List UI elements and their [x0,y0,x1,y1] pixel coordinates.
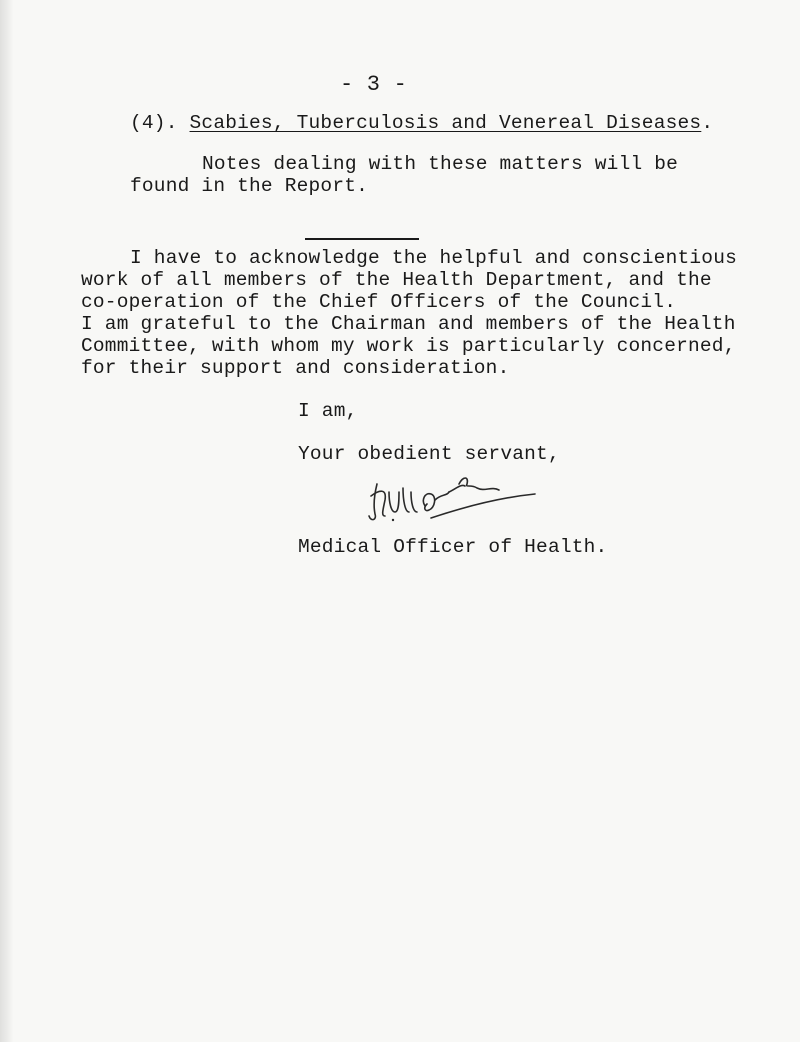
acknowledgement-line: I have to acknowledge the helpful and conscientious [130,247,737,269]
section-divider [305,238,419,240]
page-edge-shadow [0,0,14,1042]
closing-salutation: Your obedient servant, [298,443,560,465]
notes-line: found in the Report. [130,175,369,197]
notes-line: Notes dealing with these matters will be [202,153,679,175]
section-heading [130,112,713,134]
section-title: Scabies, Tuberculosis and Venereal Diseases [189,112,702,134]
acknowledgement-line: co-operation of the Chief Officers of the Council. [81,291,677,313]
page-number: - 3 - [340,72,408,97]
section-title-end: . [701,112,714,134]
closing-i-am: I am, [298,400,358,422]
acknowledgement-line: work of all members of the Health Department, and the [81,269,712,291]
handwritten-signature [365,470,565,530]
acknowledgement-line: I am grateful to the Chairman and members of the Health [81,313,736,335]
acknowledgement-line: for their support and consideration. [81,357,510,379]
closing-designation: Medical Officer of Health. [298,536,608,558]
section-number: (4). [130,112,178,134]
acknowledgement-line: Committee, with whom my work is particularly concerned, [81,335,736,357]
